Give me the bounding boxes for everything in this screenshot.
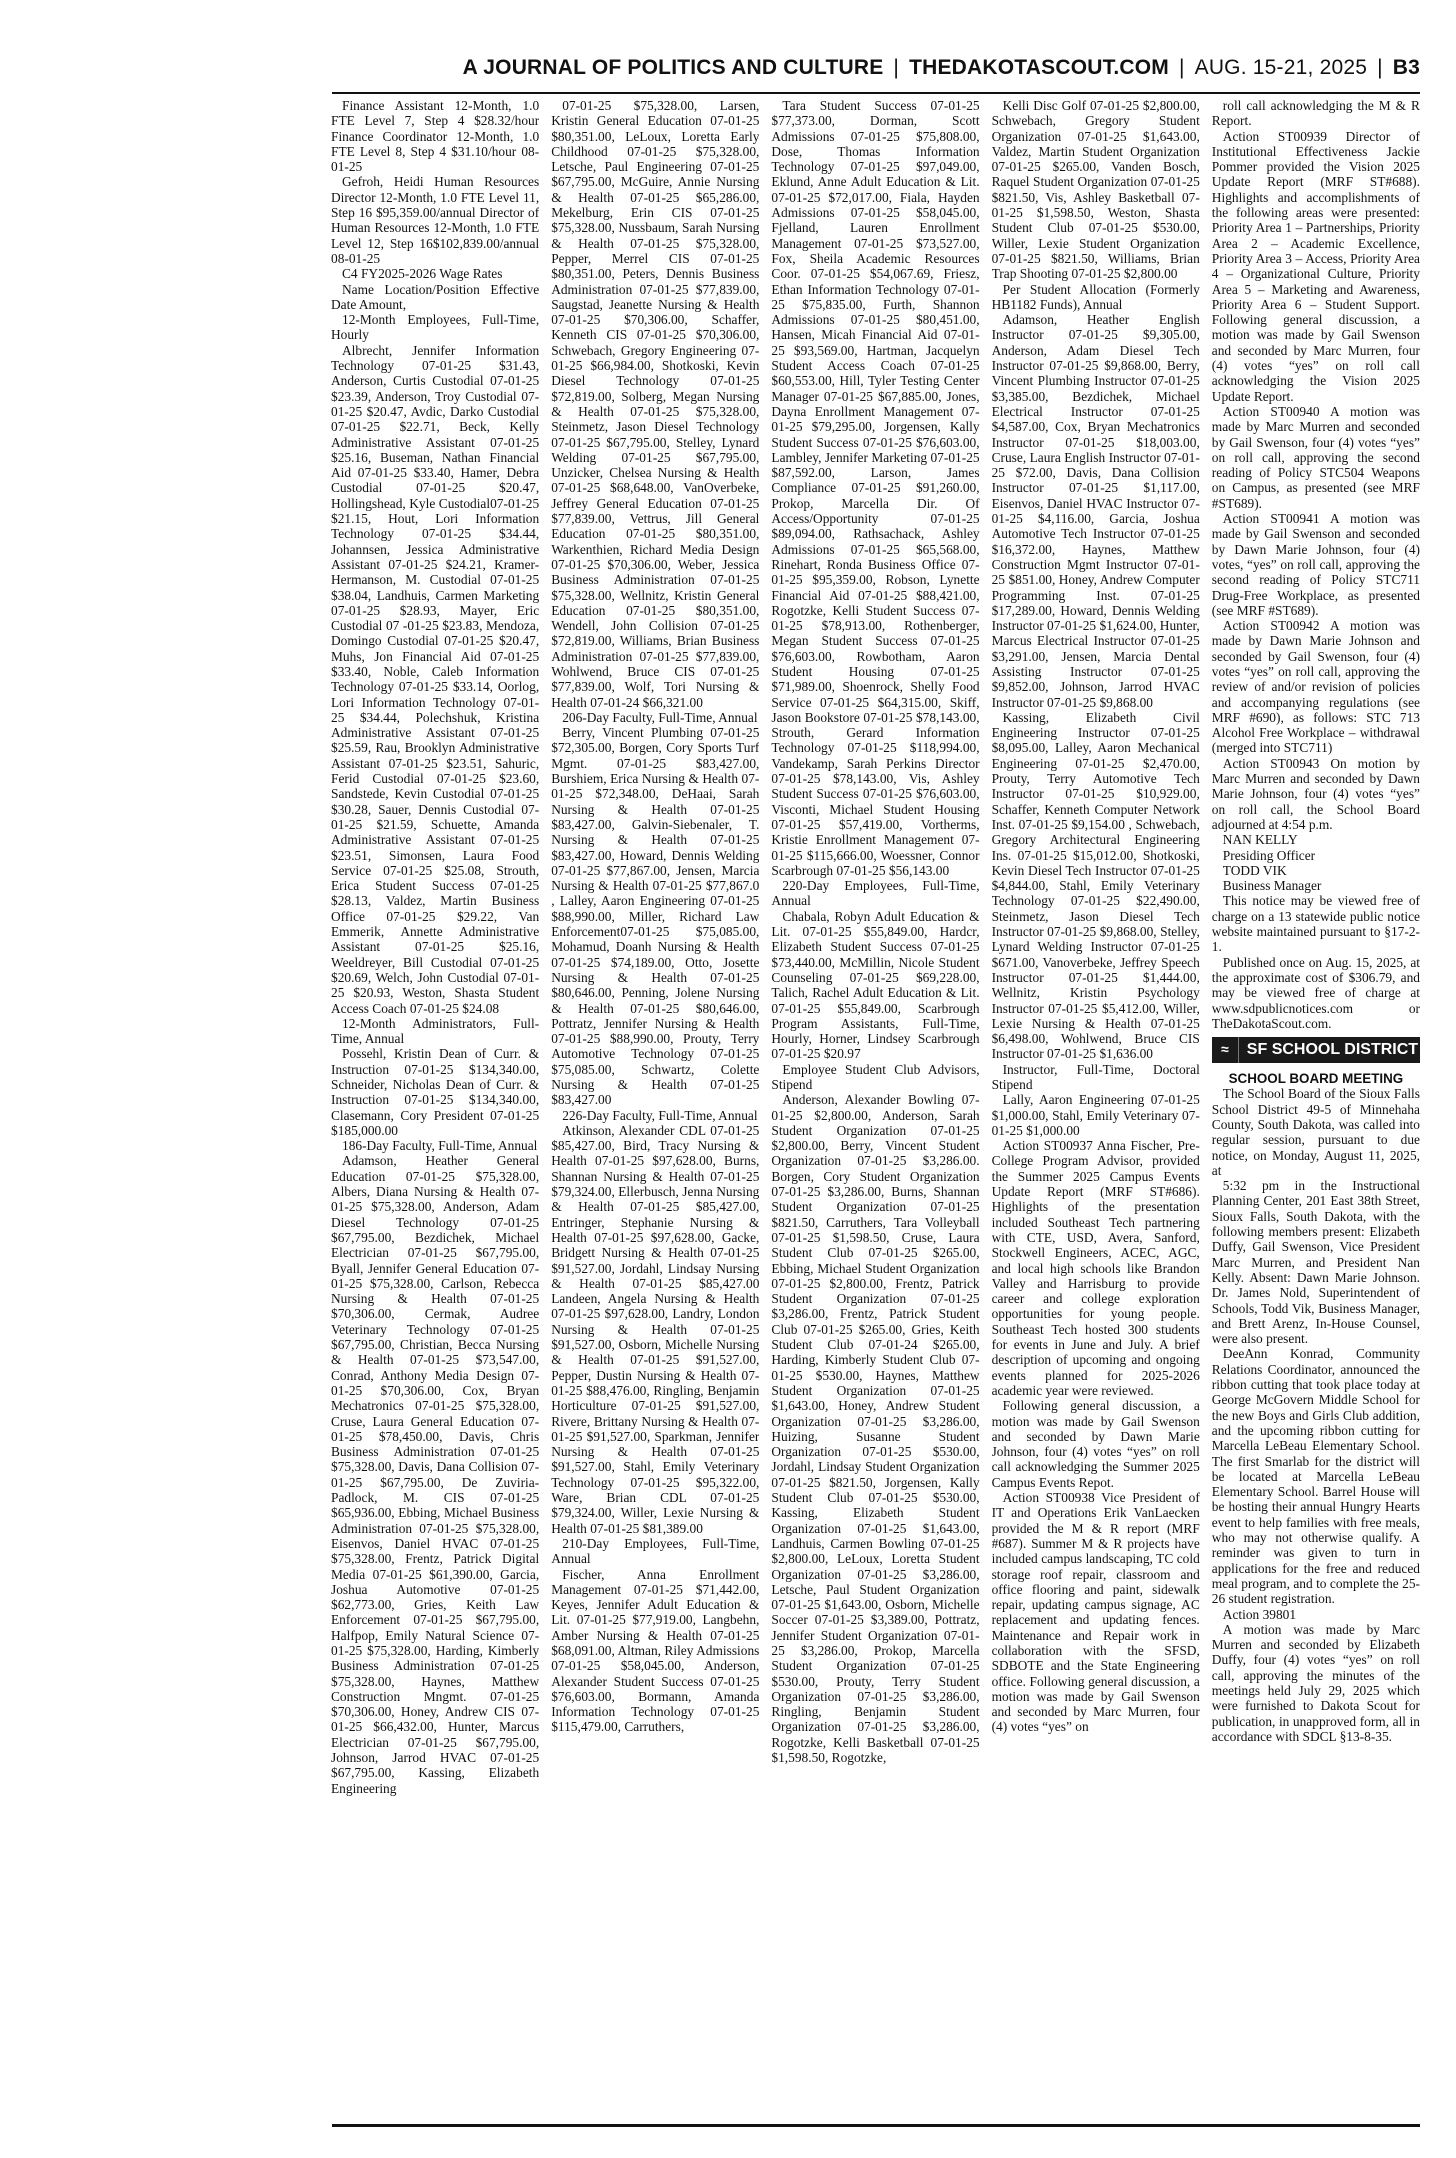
notice-paragraph: Action ST00940 A motion was made by Marc Murren and seconded by Gail Swenson, four (4) votes “yes” on roll call, approving the second reading of Policy STC504 Weapons on Campus, as presented (see MRF #ST689). <box>1211 403 1420 511</box>
notice-paragraph: Action ST00938 Vice President of IT and Operations Erik VanLaecken provided the M & R report (MRF #687). Summer M & R projects have included campus landscaping, TC cold storage roof repair, classroom and office flooring and paint, sidewalk repair, updating campus signage, AC replacement and updating fences. Maintenance and Repair work in collaboration with the SFSD, SDBOTE and the State Engineering office. Following general discussion, a motion was made by Gail Swenson and seconded by Marc Murren, four (4) votes “yes” on <box>991 1490 1200 1735</box>
notice-paragraph: Anderson, Alexander Bowling 07-01-25 $2,800.00, Anderson, Sarah Student Organization 07-01-25 $2,800.00, Berry, Vincent Student Organization 07-01-25 $3,286.00. Borgen, Cory Student Organization 07-01-25 $3,286.00, Burns, Shannan Student Organization 07-01-25 $821.50, Carruthers, Tara Volleyball 07-01-25 $1,598.50, Cruse, Laura Student Club 07-01-25 $265.00, Ebbing, Michael Student Organization 07-01-25 $2,800.00, Frentz, Patrick Student Organization 07-01-25 $3,286.00, Frentz, Patrick Student Club 07-01-25 $265.00, Gries, Keith Student Club 07-01-24 $265.00, Harding, Kimberly Student Club 07-01-25 $530.00, Haynes, Matthew Student Organization 07-01-25 $1,643.00, Honey, Andrew Student Organization 07-01-25 $3,286.00, Huizing, Susanne Student Organization 07-01-25 $530.00, Jordahl, Lindsay Student Organization 07-01-25 $821.50, Jorgensen, Kally Student Club 07-01-25 $530.00, Kassing, Elizabeth Student Organization 07-01-25 $1,643.00, Landhuis, Carmen Bowling 07-01-25 $2,800.00, LeLoux, Loretta Student Organization 07-01-25 $3,286.00, Letsche, Paul Student Organization 07-01-25 $1,643.00, Osborn, Michelle Soccer 07-01-25 $3,389.00, Pottratz, Jennifer Student Organization 07-01-25 $3,286.00, Prokop, Marcella Student Organization 07-01-25 $530.00, Prouty, Terry Student Organization 07-01-25 $3,286.00, Ringling, Benjamin Student Organization 07-01-25 $3,286.00, Rogotzke, Kelli Basketball 07-01-25 $1,598.50, Rogotzke, <box>771 1092 980 1766</box>
notice-paragraph: 220-Day Employees, Full-Time, Annual <box>771 878 980 909</box>
column-4 <box>992 98 1200 2116</box>
notice-paragraph: Kelli Disc Golf 07-01-25 $2,800.00, Schwebach, Gregory Student Organization 07-01-25 $1,643.00, Valdez, Martin Student Organization 07-01-25 $265.00, Vanden Bosch, Raquel Student Organization 07-01-25 $821.50, Vis, Ashley Basketball 07-01-25 $1,598.50, Weston, Shasta Student Club 07-01-25 $530.00, Willer, Lexie Student Organization 07-01-25 $821.50, Williams, Brian Trap Shooting 07-01-25 $2,800.00 <box>991 98 1200 282</box>
notice-paragraph: Finance Assistant 12-Month, 1.0 FTE Level 7, Step 4 $28.32/hour Finance Coordinator 12-Month, 1.0 FTE Level 8, Step 4 $31.10/hour 08-01-25 <box>331 98 540 175</box>
notice-paragraph: DeeAnn Konrad, Community Relations Coordinator, announced the ribbon cutting that took place today at George McGovern Middle School for the new Boys and Girls Club addition, and the upcoming ribbon cutting for Marcella LeBeau Elementary School. The first Smarlab for the district will be located at Marcella LeBeau Elementary School. Barrel House will be hosting their annual Hungry Hearts event to help families with free meals, who may not otherwise qualify. A reminder was given to turn in applications for the free and reduced meal program, and to complete the 25-26 student registration. <box>1211 1346 1420 1607</box>
page-header <box>0 40 1456 80</box>
notice-paragraph: TODD VIK <box>1222 862 1287 878</box>
notice-paragraph: Action ST00939 Director of Institutional Effectiveness Jackie Pommer provided the Vision 2025 Update Report (MRF ST#688). Highlights and accomplishments of the following areas were presented: Priority Area 1 – Partnerships, Priority Area 2 – Academic Excellence, Priority Area 3 – Access, Priority Area 4 – Organizational Culture, Priority Area 5 – Marketing and Awareness, Priority Area 6 – Student Support. Following general discussion, a motion was made by Gail Swenson and seconded by Marc Murren, four (4) votes “yes” on roll call acknowledging the Vision 2025 Update Report. <box>1211 128 1420 404</box>
column-1 <box>331 98 539 2116</box>
notice-paragraph: 186-Day Faculty, Full-Time, Annual <box>342 1138 538 1154</box>
section-banner <box>1212 1037 1420 1063</box>
notice-paragraph: Kassing, Elizabeth Civil Engineering Instructor 07-01-25 $8,095.00, Lalley, Aaron Mechanical Engineering 07-01-25 $2,470.00, Prouty, Terry Automotive Tech Instructor 07-01-25 $10,929.00, Schaffer, Kenneth Computer Network Inst. 07-01-25 $9,154.00 , Schwebach, Gregory Architectural Engineering Ins. 07-01-25 $15,012.00, Shotkoski, Kevin Diesel Tech Instructor 07-01-25 $4,844.00, Stahl, Emily Veterinary Technology 07-01-25 $22,490.00, Steinmetz, Jason Diesel Tech Instructor 07-01-25 $9,868.00, Stelley, Lynard Welding Instructor 07-01-25 $671.00, Vanoverbeke, Jeffrey Speech Instructor 07-01-25 $1,444.00, Wellnitz, Kristin Psychology Instructor 07-01-25 $5,412.00, Willer, Lexie Nursing & Health 07-01-25 $6,498.00, Wohlwend, Bruce CIS Instructor 07-01-25 $1,636.00 <box>991 709 1200 1062</box>
notice-paragraph: Action ST00941 A motion was made by Gail Swenson and seconded by Dawn Marie Johnson, four (4) votes, “yes” on roll call, approving the second reading of Policy STC711 Drug-Free Workplace, as presented (see MRF #ST689). <box>1211 511 1420 618</box>
notice-columns <box>331 98 1420 2116</box>
notice-paragraph: Action ST00937 Anna Fischer, Pre-College Program Advisor, provided the Summer 2025 Campus Events Update Report (MRF ST#686). Highlights of the presentation included Southeast Tech partnering with CTE, USD, Avera, Sanford, Stockwell Engineers, ACEC, AGC, and local high schools like Brandon Valley and Harrisburg to provide career and college exploration opportunities for young people. Southeast Tech hosted 300 students for events in June and July. A brief description of upcoming and ongoing events planned for 2025-2026 academic year were reviewed. <box>991 1138 1200 1398</box>
notice-paragraph: Following general discussion, a motion was made by Gail Swenson and seconded by Dawn Marie Johnson, four (4) votes “yes” on roll call acknowledging the Summer 2025 Campus Events Repot. <box>991 1398 1200 1490</box>
notice-paragraph: Possehl, Kristin Dean of Curr. & Instruction 07-01-25 $134,340.00, Schneider, Nicholas Dean of Curr. & Instruction 07-01-25 $134,340.00, Clasemann, Cory President 07-01-25 $185,000.00 <box>331 1046 540 1138</box>
notice-paragraph: Action 39801 <box>1222 1606 1297 1622</box>
notice-paragraph: Published once on Aug. 15, 2025, at the approximate cost of $306.79, and may be viewed free of charge at www.sdpublicnotices.com or TheDakotaScout.com. <box>1211 954 1420 1031</box>
notice-paragraph: Employee Student Club Advisors, Stipend <box>771 1061 980 1092</box>
column-3 <box>771 98 979 2116</box>
notice-paragraph: Atkinson, Alexander CDL 07-01-25 $85,427.00, Bird, Tracy Nursing & Health 07-01-25 $97,628.00, Burns, Shannan Nursing & Health 07-01-25 $79,324.00, Ellerbusch, Jenna Nursing & Health 07-01-25 $85,427.00, Entringer, Stephanie Nursing & Health 07-01-25 $97,628.00, Gacke, Bridgett Nursing & Health 07-01-25 $91,527.00, Jordahl, Lindsay Nursing & Health 07-01-25 $85,427.00 Landeen, Angela Nursing & Health 07-01-25 $97,628.00, Landry, London Nursing & Health 07-01-25 $91,527.00, Osborn, Michelle Nursing & Health 07-01-25 $91,527.00, Pepper, Dustin Nursing & Health 07-01-25 $88,476.00, Ringling, Benjamin Horticulture 07-01-25 $91,527.00, Rivere, Brittany Nursing & Health 07-01-25 $91,527.00, Sparkman, Jennifer Nursing & Health 07-01-25 $91,527.00, Stahl, Emily Veterinary Technology 07-01-25 $95,322.00, Ware, Brian CDL 07-01-25 $79,324.00, Willer, Lexie Nursing & Health 07-01-25 $81,389.00 <box>551 1122 760 1536</box>
notice-paragraph: Fischer, Anna Enrollment Management 07-01-25 $71,442.00, Keyes, Jennifer Adult Education & Lit. 07-01-25 $77,919.00, Langbehn, Amber Nursing & Health 07-01-25 $68,091.00, Altman, Riley Admissions 07-01-25 $58,045.00, Anderson, Alexander Student Success 07-01-25 $76,603.00, Bormann, Amanda Information Technology 07-01-25 $115,479.00, Carruthers, <box>551 1566 760 1735</box>
page-number: B3 <box>1392 56 1420 79</box>
notice-paragraph: A motion was made by Marc Murren and seconded by Elizabeth Duffy, four (4) votes “yes” on roll call, approving the minutes of the meetings held July 29, 2025 which were furnished to Dakota Scout for publication, in unapproved form, all in accordance with SDCL §13-8-35. <box>1211 1621 1420 1744</box>
notice-paragraph: C4 FY2025-2026 Wage Rates <box>342 266 503 282</box>
publication-tagline: A JOURNAL OF POLITICS AND CULTURE <box>462 56 884 79</box>
notice-paragraph: 210-Day Employees, Full-Time, Annual <box>551 1535 760 1567</box>
notice-paragraph: 226-Day Faculty, Full-Time, Annual <box>562 1107 758 1123</box>
notice-paragraph: 206-Day Faculty, Full-Time, Annual <box>562 709 758 725</box>
header-separator: | <box>1377 56 1383 79</box>
section-heading: SCHOOL BOARD MEETING <box>1228 1071 1404 1087</box>
notice-paragraph: Adamson, Heather General Education 07-01-25 $75,328.00, Albers, Diana Nursing & Health 07-01-25 $75,328.00, Anderson, Adam Diesel Technology 07-01-25 $67,795.00, Bezdichek, Michael Electrician 07-01-25 $67,795.00, Byall, Jennifer General Education 07-01-25 $75,328.00, Carlson, Rebecca Nursing & Health 07-01-25 $70,306.00, Cermak, Audree Veterinary Technology 07-01-25 $67,795.00, Christian, Becca Nursing & Health 07-01-25 $73,547.00, Conrad, Anthony Media Design 07-01-25 $70,306.00, Cox, Bryan Mechatronics 07-01-25 $75,328.00, Cruse, Laura General Education 07-01-25 $78,450.00, Davis, Chris Business Administration 07-01-25 $75,328.00, Davis, Dana Collision 07-01-25 $67,795.00, De Zuviria-Padlock, M. CIS 07-01-25 $65,936.00, Ebbing, Michael Business Administration 07-01-25 $75,328.00, Eisenvos, Daniel HVAC 07-01-25 $75,328.00, Frentz, Patrick Digital Media 07-01-25 $61,390.00, Garcia, Joshua Automotive 07-01-25 $62,773.00, Gries, Keith Law Enforcement 07-01-25 $67,795.00, Halfpop, Emily Natural Science 07-01-25 $75,328.00, Harding, Kimberly Business Administration 07-01-25 $75,328.00, Haynes, Matthew Construction Mngmt. 07-01-25 $70,306.00, Honey, Andrew CIS 07-01-25 $66,432.00, Hunter, Marcus Electrician 07-01-25 $67,795.00, Johnson, Jarrod HVAC 07-01-25 $67,795.00, Kassing, Elizabeth Engineering <box>331 1153 540 1796</box>
notice-paragraph: Chabala, Robyn Adult Education & Lit. 07-01-25 $55,849.00, Hardcr, Elizabeth Student Success 07-01-25 $73,440.00, McMillin, Nicole Student Counseling 07-01-25 $69,228.00, Talich, Rachel Adult Education & Lit. 07-01-25 $55,849.00, Scarbrough Program Assistants, Full-Time, Hourly, Horner, Lindsey Scarbrough 07-01-25 $20.97 <box>771 908 980 1062</box>
footer-rule <box>332 2124 1420 2127</box>
banner-title: SF SCHOOL DISTRICT <box>1246 1041 1419 1059</box>
notice-paragraph: 5:32 pm in the Instructional Planning Center, 201 East 38th Street, Sioux Falls, South Dakota, with the following members present: Elizabeth Duffy, Gail Swenson, Vice President Marc Murren, and President Nan Kelly. Absent: Dawn Marie Johnson. Dr. James Nold, Superintendent of Schools, Todd Vik, Business Manager, and Brett Arenz, In-House Counsel, were also present. <box>1211 1178 1420 1347</box>
notice-paragraph: NAN KELLY <box>1222 832 1298 848</box>
notice-paragraph: Gefroh, Heidi Human Resources Director 12-Month, 1.0 FTE Level 11, Step 16 $95,359.00/annual Director of Human Resources 12-Month, 1.0 FTE Level 12, Step 16$102,839.00/annual 08-01-25 <box>331 174 540 266</box>
notice-paragraph: Name Location/Position Effective Date Amount, <box>331 281 540 312</box>
notice-paragraph: Adamson, Heather English Instructor 07-01-25 $9,305.00, Anderson, Adam Diesel Tech Instructor 07-01-25 $9,868.00, Berry, Vincent Plumbing Instructor 07-01-25 $3,385.00, Bezdichek, Michael Electrical Instructor 07-01-25 $4,587.00, Cox, Bryan Mechatronics Instructor 07-01-25 $18,003.00, Cruse, Laura English Instructor 07-01-25 $72.00, Davis, Dana Collision Instructor 07-01-25 $1,117.00, Eisenvos, Daniel HVAC Instructor 07-01-25 $4,116.00, Garcia, Joshua Automotive Tech Instructor 07-01-25 $16,372.00, Haynes, Matthew Construction Mgmt Instructor 07-01-25 $851.00, Honey, Andrew Computer Programming Inst. 07-01-25 $17,289.00, Howard, Dennis Welding Instructor 07-01-25 $1,624.00, Hunter, Marcus Electrical Instructor 07-01-25 $3,291.00, Jensen, Marcia Dental Assisting Instructor 07-01-25 $9,852.00, Johnson, Jarrod HVAC Instructor 07-01-25 $9,868.00 <box>991 312 1200 710</box>
notice-paragraph: Instructor, Full-Time, Doctoral Stipend <box>991 1061 1200 1092</box>
notice-paragraph: Presiding Officer <box>1222 847 1316 863</box>
issue-date: AUG. 15-21, 2025 <box>1194 56 1368 79</box>
notice-paragraph: 12-Month Administrators, Full-Time, Annual <box>331 1015 540 1047</box>
header-rule <box>332 92 1420 94</box>
notice-paragraph: Tara Student Success 07-01-25 $77,373.00, Dorman, Scott Admissions 07-01-25 $75,808.00, Dose, Thomas Information Technology 07-01-25 $97,049.00, Eklund, Anne Adult Education & Lit. 07-01-25 $72,017.00, Fiala, Hayden Admissions 07-01-25 $58,045.00, Fjelland, Lauren Enrollment Management 07-01-25 $73,527.00, Fox, Sheila Academic Resources Coor. 07-01-25 $54,067.69, Friesz, Ethan Information Technology 07-01-25 $75,835.00, Furth, Shannon Admissions 07-01-25 $80,451.00, Hansen, Micah Financial Aid 07-01-25 $93,569.00, Hartman, Jacquelyn Student Access Coach 07-01-25 $60,553.00, Hill, Tyler Testing Center Manager 07-01-25 $67,885.00, Jones, Dayna Enrollment Management 07-01-25 $79,295.00, Jorgensen, Kally Student Success 07-01-25 $76,603.00, Lambley, Jennifer Marketing 07-01-25 $87,592.00, Larson, James Compliance 07-01-25 $91,260.00, Prokop, Marcella Dir. Of Access/Opportunity 07-01-25 $89,094.00, Rathsachack, Ashley Admissions 07-01-25 $65,568.00, Rinehart, Ronda Business Office 07-01-25 $95,359.00, Robson, Lynette Financial Aid 07-01-25 $88,421.00, Rogotzke, Kelli Student Success 07-01-25 $78,913.00, Rothenberger, Megan Student Success 07-01-25 $76,603.00, Rowbotham, Aaron Student Housing 07-01-25 $71,989.00, Shoenrock, Shelly Food Service 07-01-25 $64,315.00, Skiff, Jason Bookstore 07-01-25 $78,143.00, Strouth, Gerard Information Technology 07-01-25 $118,994.00, Vandekamp, Sarah Perkins Director 07-01-25 $78,143.00, Vis, Ashley Student Success 07-01-25 $76,603.00, Visconti, Michael Student Housing 07-01-25 $57,419.00, Vortherms, Kristie Enrollment Management 07-01-25 $115,666.00, Woessner, Connor Scarbrough 07-01-25 $56,143.00 <box>771 98 980 878</box>
site-name: THEDAKOTASCOUT.COM <box>909 56 1169 79</box>
notice-paragraph: Business Manager <box>1222 878 1322 894</box>
notice-paragraph: Action ST00942 A motion was made by Dawn Marie Johnson and seconded by Gail Swenson, four (4) votes “yes” on roll call, approving the review of and/or revision of policies and accompanying regulations (see MRF #690), as follows: STC 713 Alcohol Free Workplace – withdrawal (merged into STC711) <box>1211 618 1420 756</box>
column-5 <box>1212 98 1420 2116</box>
notice-paragraph: The School Board of the Sioux Falls School District 49-5 of Minnehaha County, South Dakota, was called into regular session, pursuant to due notice, on Monday, August 11, 2025, at <box>1211 1086 1420 1178</box>
notice-paragraph: 12-Month Employees, Full-Time, Hourly <box>331 312 540 343</box>
notice-paragraph: 07-01-25 $75,328.00, Larsen, Kristin General Education 07-01-25 $80,351.00, LeLoux, Loretta Early Childhood 07-01-25 $75,328.00, Letsche, Paul Engineering 07-01-25 $67,795.00, McGuire, Annie Nursing & Health 07-01-25 $65,286.00, Mekelburg, Erin CIS 07-01-25 $75,328.00, Nussbaum, Sarah Nursing & Health 07-01-25 $75,328.00, Pepper, Merrel CIS 07-01-25 $80,351.00, Peters, Dennis Business Administration 07-01-25 $77,839.00, Saugstad, Jeanette Nursing & Health 07-01-25 $70,306.00, Schaffer, Kenneth CIS 07-01-25 $70,306.00, Schwebach, Gregory Engineering 07-01-25 $66,984.00, Shotkoski, Kevin Diesel Technology 07-01-25 $72,819.00, Solberg, Megan Nursing & Health 07-01-25 $75,328.00, Steinmetz, Jason Diesel Technology 07-01-25 $67,795.00, Stelley, Lynard Welding 07-01-25 $67,795.00, Unzicker, Chelsea Nursing & Health 07-01-25 $68,648.00, VanOverbeke, Jeffrey General Education 07-01-25 $77,839.00, Vettrus, Jill General Education 07-01-25 $80,351.00, Warkenthien, Richard Media Design 07-01-25 $70,306.00, Weber, Jessica Business Administration 07-01-25 $75,328.00, Wellnitz, Kristin General Education 07-01-25 $80,351.00, Wendell, John Collision 07-01-25 $72,819.00, Williams, Brian Business Administration 07-01-25 $77,839.00, Wohlwend, Bruce CIS 07-01-25 $77,839.00, Wolf, Tori Nursing & Health 07-01-24 $66,321.00 <box>551 98 760 710</box>
district-logo-icon: ≈ <box>1212 1037 1239 1063</box>
notice-paragraph: This notice may be viewed free of charge on a 13 statewide public notice website maintained pursuant to §17-2-1. <box>1211 893 1420 955</box>
notice-paragraph: Berry, Vincent Plumbing 07-01-25 $72,305.00, Borgen, Cory Sports Turf Mgmt. 07-01-25 $83,427.00, Burshiem, Erica Nursing & Health 07-01-25 $72,348.00, DeHaai, Sarah Nursing & Health 07-01-25 $83,427.00, Galvin-Siebenaler, T. Nursing & Health 07-01-25 $83,427.00, Howard, Dennis Welding 07-01-25 $77,867.00, Jensen, Marcia Nursing & Health 07-01-25 $77,867.0 , Lalley, Aaron Engineering 07-01-25 $88,990.00, Miller, Richard Law Enforcement07-01-25 $75,085.00, Mohamud, Doanh Nursing & Health 07-01-25 $74,189.00, Otto, Josette Nursing & Health 07-01-25 $80,646.00, Penning, Jolene Nursing & Health 07-01-25 $80,646.00, Pottratz, Jennifer Nursing & Health 07-01-25 $88,990.00, Prouty, Terry Automotive Technology 07-01-25 $75,085.00, Schwartz, Colette Nursing & Health 07-01-25 $83,427.00 <box>551 725 760 1108</box>
notice-paragraph: Per Student Allocation (Formerly HB1182 Funds), Annual <box>991 281 1200 312</box>
notice-paragraph: Albrecht, Jennifer Information Technology 07-01-25 $31.43, Anderson, Curtis Custodial 07-01-25 $23.39, Anderson, Troy Custodial 07-01-25 $20.47, Avdic, Darko Custodial 07-01-25 $22.71, Beck, Kelly Administrative Assistant 07-01-25 $25.16, Buseman, Nathan Financial Aid 07-01-25 $33.40, Hamer, Debra Custodial 07-01-25 $20.47, Hollingshead, Kyle Custodial07-01-25 $21.15, Hout, Lori Information Technology 07-01-25 $34.44, Johannsen, Jessica Administrative Assistant 07-01-25 $24.21, Kramer-Hermanson, M. Custodial 07-01-25 $38.04, Landhuis, Carmen Marketing 07-01-25 $28.93, Mayer, Eric Custodial 07 -01-25 $23.83, Mendoza, Domingo Custodial 07-01-25 $20.47, Muhs, Jon Financial Aid 07-01-25 $33.40, Noble, Caleb Information Technology 07-01-25 $33.14, Oorlog, Lori Information Technology 07-01-25 $34.44, Polechshuk, Kristina Administrative Assistant 07-01-25 $25.59, Rau, Brooklyn Administrative Assistant 07-01-25 $23.51, Sahuric, Ferid Custodial 07-01-25 $23.60, Sandstede, Kevin Custodial 07-01-25 $30.28, Sauer, Dennis Custodial 07-01-25 $21.59, Schuette, Amanda Administrative Assistant 07-01-25 $23.51, Simonsen, Laura Food Service 07-01-25 $25.08, Strouth, Erica Student Success 07-01-25 $28.13, Valdez, Martin Business Office 07-01-25 $29.22, Van Emmerik, Annette Administrative Assistant 07-01-25 $25.16, Weeldreyer, Bill Custodial 07-01-25 $20.69, Welch, John Custodial 07-01-25 $20.93, Weston, Shasta Student Access Coach 07-01-25 $24.08 <box>331 342 540 1016</box>
header-separator: | <box>1178 56 1185 79</box>
header-separator: | <box>893 56 900 79</box>
notice-paragraph: Lally, Aaron Engineering 07-01-25 $1,000.00, Stahl, Emily Veterinary 07-01-25 $1,000.00 <box>991 1092 1200 1138</box>
column-2 <box>551 98 759 2116</box>
notice-paragraph: Action ST00943 On motion by Marc Murren and seconded by Dawn Marie Johnson, four (4) votes “yes” on roll call, the School Board adjourned at 4:54 p.m. <box>1211 755 1420 832</box>
notice-paragraph: roll call acknowledging the M & R Report. <box>1211 98 1420 129</box>
